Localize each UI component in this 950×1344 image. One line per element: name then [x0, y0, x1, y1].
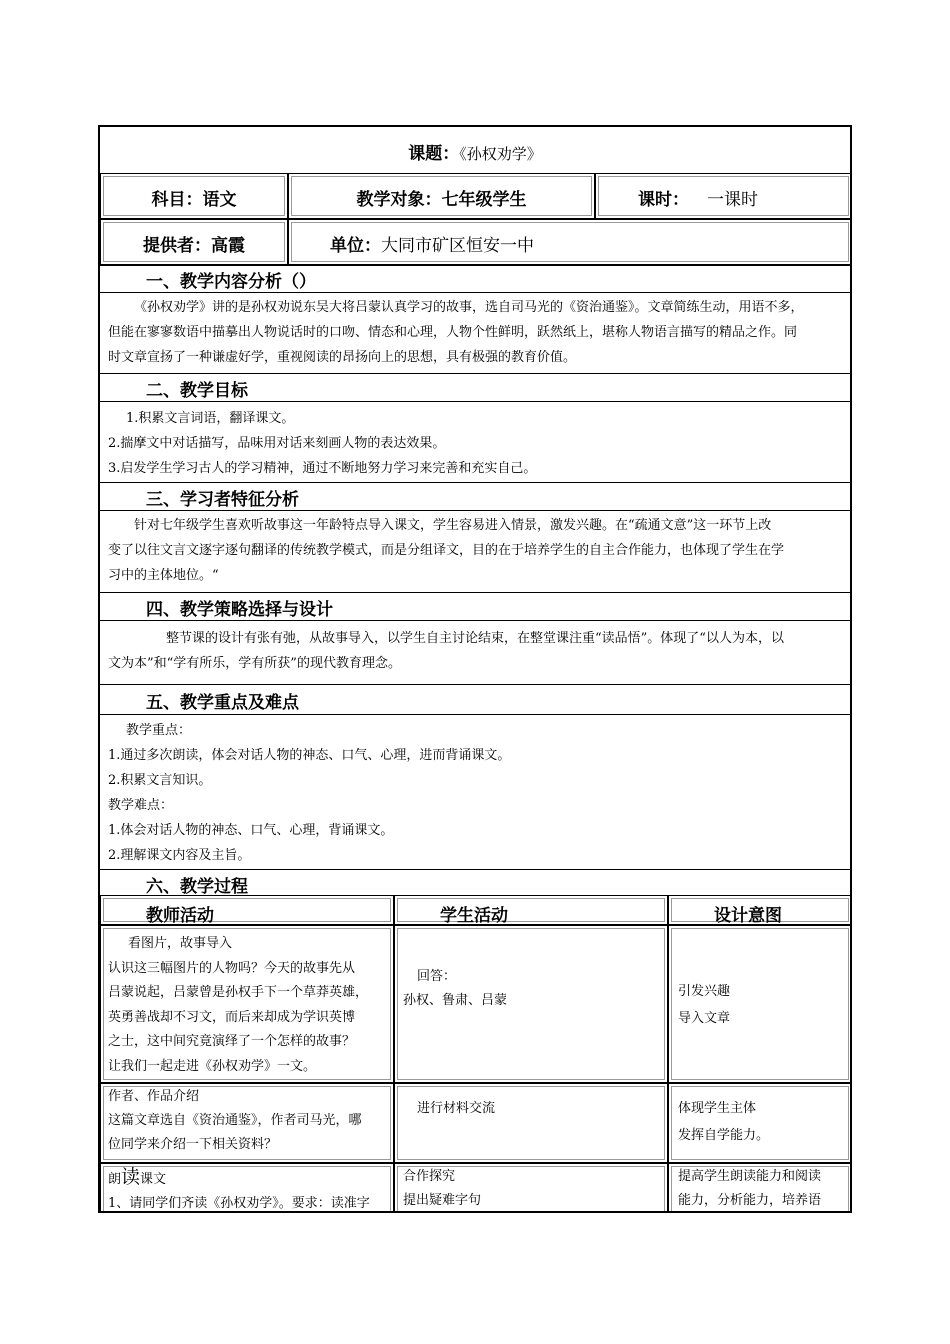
subject-label: 科目：: [151, 190, 203, 210]
text-line: 整节课的设计有张有弛，从故事导入，以学生自主讨论结束，在整堂课注重“读品悟”。体现了“以人为本，以: [166, 631, 784, 646]
row1-student-text: [403, 965, 507, 1013]
text-line: 提出疑难字句: [403, 1193, 482, 1208]
section-heading-strategy: 四、教学策略选择与设计: [146, 600, 333, 620]
divider: [100, 714, 850, 715]
text-char: 朗: [108, 1172, 122, 1187]
text-line: 2.揣摩文中对话描写，品味用对话来刻画人物的表达效果。: [108, 436, 446, 451]
row1-intent-text: [678, 978, 730, 1032]
row2-intent-text: [678, 1095, 769, 1149]
divider: [100, 592, 850, 593]
provider-value: 高霞: [211, 236, 245, 256]
text-line: 作者、作品介绍: [108, 1089, 200, 1104]
unit-value: 大同市矿区恒安一中: [381, 236, 534, 256]
text-line: 合作探究: [403, 1169, 456, 1184]
text-line: 提高学生朗读能力和阅读: [678, 1169, 822, 1184]
divider: [100, 620, 850, 621]
text-line: 《孙权劝学》讲的是孙权劝说东吴大将吕蒙认真学习的故事，选自司马光的《资治通鉴》。文章简练生动，用语不多，: [134, 300, 804, 315]
text-line: 吕蒙说起，吕蒙曾是孙权手下一个草莽英雄，: [108, 985, 369, 1000]
divider: [100, 401, 850, 402]
row3-intent-text: [678, 1165, 821, 1213]
text-line: 3.启发学生学习古人的学习精神，通过不断地努力学习来完善和充实自己。: [108, 461, 537, 476]
divider: [100, 510, 850, 511]
text-line: 但能在寥寥数语中描摹出人物说话时的口吻、情态和心理，人物个性鲜明，跃然纸上，堪称人物语言描写的精品之作。同: [108, 325, 798, 340]
text-line: 时文章宣扬了一种谦虚好学，重视阅读的昂扬向上的思想，具有极强的教育价值。: [108, 350, 577, 365]
column-intent: 设计意图: [714, 906, 782, 926]
section-heading-process: 六、教学过程: [146, 877, 248, 897]
column-teacher: 教师活动: [146, 906, 214, 926]
section-heading-learner-analysis: 三、学习者特征分析: [146, 490, 299, 510]
subject-value: 语文: [202, 190, 237, 210]
learner-analysis-text: [108, 513, 842, 588]
section-heading-key-points: 五、教学重点及难点: [146, 693, 299, 713]
divider: [100, 684, 850, 685]
provider: [100, 231, 288, 256]
row3-student-text: [403, 1165, 481, 1213]
text-line: 1.通过多次朗读，体会对话人物的神态、口气、心理，进而背诵课文。: [108, 748, 511, 763]
text-line: 孙权、鲁肃、吕蒙: [403, 993, 508, 1008]
text-line: 变了以往文言文逐字逐句翻译的传统教学模式，而是分组译文，目的在于培养学生的自主合作能力，也体现了学生在学: [108, 543, 785, 558]
text-line: 让我们一起走进《孙权劝学》一文。: [108, 1058, 317, 1074]
audience-value: 七年级学生: [441, 190, 527, 210]
key-points-text: [108, 718, 842, 868]
text-line: 1、请同学们齐读《孙权劝学》。要求：读准字: [108, 1196, 370, 1211]
objectives-text: [108, 406, 842, 481]
text-line: 体现学生主体: [678, 1101, 757, 1116]
text-char: 课文: [140, 1172, 167, 1187]
row1-teacher-text: [108, 932, 390, 1079]
text-line: 这篇文章选自《资治通鉴》，作者司马光，哪: [108, 1113, 362, 1128]
section-heading-objectives: 二、教学目标: [146, 381, 248, 401]
divider: [100, 482, 850, 483]
row2-student-text: [417, 1097, 495, 1121]
text-line: 教学难点：: [108, 798, 174, 813]
period-label: 课时：: [638, 190, 689, 210]
text-line: 教学重点：: [126, 723, 192, 738]
text-line: 2.理解课文内容及主旨。: [108, 848, 251, 863]
provider-label: 提供者：: [143, 236, 211, 256]
divider: [100, 292, 850, 293]
title-label: 课题：: [408, 144, 460, 164]
text-line: 之士，这中间究竟演绎了一个怎样的故事？: [108, 1034, 356, 1049]
text-char: 读: [121, 1166, 141, 1188]
period: [638, 185, 758, 210]
text-line: 针对七年级学生喜欢听故事这一年龄特点导入课文，学生容易进入情景，激发兴趣。在“疏通文意”这一环节上改: [134, 518, 772, 533]
divider: [100, 869, 850, 870]
row2-student-cell: [394, 1083, 668, 1163]
section-heading-content-analysis: 一、教学内容分析（）: [146, 272, 316, 292]
unit-label: 单位：: [330, 236, 381, 256]
text-line: 位同学来介绍一下相关资料？: [108, 1137, 278, 1152]
audience-label: 教学对象：: [356, 190, 442, 210]
text-line: 1.体会对话人物的神态、口气、心理，背诵课文。: [108, 823, 394, 838]
period-value: 一课时: [707, 190, 758, 210]
divider: [100, 265, 850, 266]
subject: [100, 185, 288, 210]
text-line: 引发兴趣: [678, 984, 731, 999]
text-line: 1.积累文言词语，翻译课文。: [126, 411, 295, 426]
text-line: 进行材料交流: [417, 1101, 496, 1116]
audience: [288, 185, 595, 210]
text-line: 导入文章: [678, 1011, 731, 1026]
text-line: 2.积累文言知识。: [108, 773, 212, 788]
text-line: 看图片，故事导入: [128, 936, 233, 951]
lesson-title: [100, 139, 850, 164]
title-value: 《孙权劝学》: [459, 145, 542, 163]
text-line: 回答：: [417, 969, 457, 984]
text-line: 英勇善战却不习文，而后来却成为学识英博: [108, 1009, 356, 1025]
strategy-text: [108, 626, 842, 676]
column-student: 学生活动: [440, 906, 508, 926]
text-line: 认识这三幅图片的人物吗？今天的故事先从: [108, 960, 356, 976]
row2-teacher-text: [108, 1085, 362, 1157]
text-line: 习中的主体地位。“: [108, 568, 219, 583]
row3-teacher-text: [108, 1165, 370, 1213]
text-line: 发挥自学能力。: [678, 1128, 770, 1143]
text-line: 文为本”和“学有所乐，学有所获”的现代教育理念。: [108, 656, 401, 671]
text-line: [108, 1165, 370, 1192]
divider: [100, 373, 850, 374]
lesson-plan-table: [98, 125, 852, 1213]
unit: [330, 231, 534, 256]
content-analysis-text: [108, 295, 842, 370]
text-line: 能力，分析能力，培养语: [678, 1193, 822, 1208]
